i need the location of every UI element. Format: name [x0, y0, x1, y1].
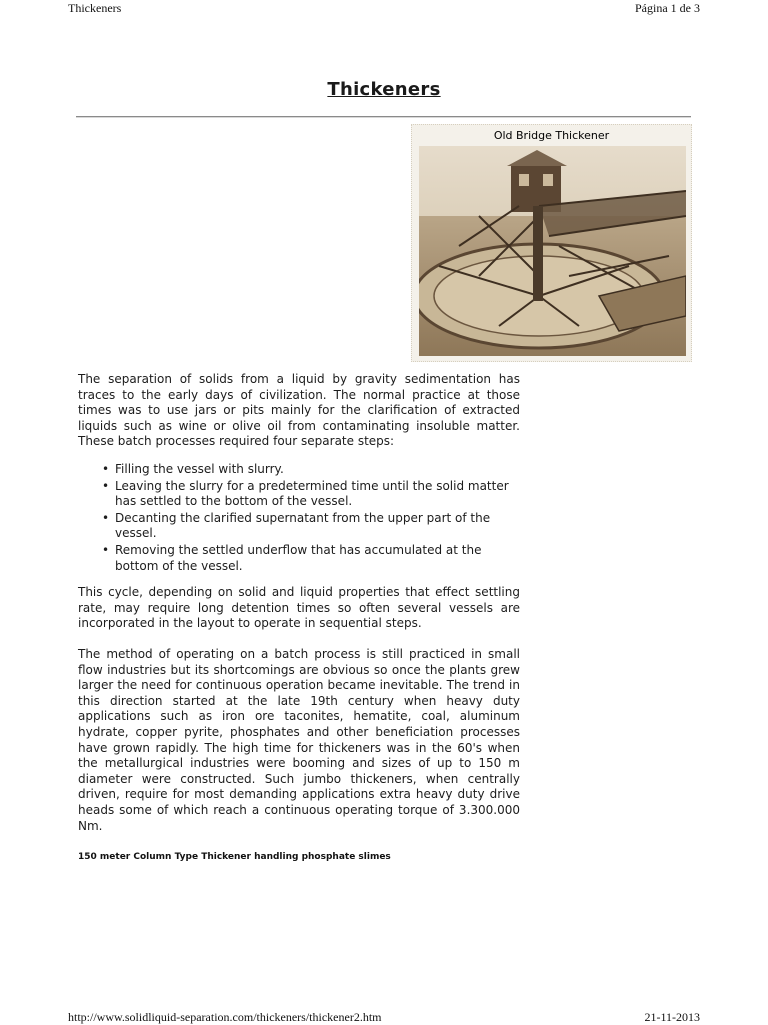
intro-paragraph: The separation of solids from a liquid by gravity sedimentation has traces to the early days of civilization. The normal practice at those times was to use jars or pits mainly for the clarification of extracted liquids such as wine or olive oil from contaminating insoluble matter. These batch processes required four separate steps:	[78, 372, 520, 449]
bullet-icon: •	[102, 510, 110, 525]
figure-caption: 150 meter Column Type Thickener handling phosphate slimes	[78, 852, 391, 862]
list-item-text: Leaving the slurry for a predetermined time until the solid matter has settled to the bottom of the vessel.	[115, 478, 509, 509]
page-title: Thickeners	[327, 79, 441, 100]
header-page-number: Página 1 de 3	[635, 1, 700, 15]
list-item	[100, 511, 520, 542]
old-bridge-thickener-photo	[411, 124, 692, 362]
photo-caption: Old Bridge Thickener	[493, 129, 610, 142]
list-item-text: Decanting the clarified supernatant from the upper part of the vessel.	[115, 510, 491, 541]
footer-date: 21-11-2013	[644, 1010, 700, 1024]
cycle-paragraph: This cycle, depending on solid and liquid properties that effect settling rate, may require long detention times so often several vessels are incorporated in the layout to operate in sequential steps.	[78, 585, 520, 631]
list-item	[100, 479, 520, 510]
batch-steps-list	[100, 462, 520, 575]
bullet-icon: •	[102, 542, 110, 557]
header-document-name: Thickeners	[68, 1, 122, 15]
page-footer	[0, 1009, 768, 1025]
list-item-text: Removing the settled underflow that has accumulated at the bottom of the vessel.	[115, 542, 482, 573]
history-paragraph: The method of operating on a batch process is still practiced in small flow industries but its shortcomings are obvious so once the plants grew larger the need for continuous operation became inevitable. The trend in this direction started at the late 19th century when heavy duty applications such as iron ore taconites, hematite, coal, aluminum hydrate, copper pyrite, phosphates and other beneficiation processes have grown rapidly. The high time for thickeners was in the 60's when the metallurgical industries were booming and sizes of up to 150 m diameter were constructed. Such jumbo thickeners, when centrally driven, require for most demanding applications extra heavy duty drive heads some of which reach a continuous operating torque of 3.300.000 Nm.	[78, 647, 520, 833]
list-item	[100, 543, 520, 574]
bullet-icon: •	[102, 462, 110, 476]
title-divider	[76, 116, 691, 118]
thickener-photo-illustration	[419, 146, 686, 356]
list-item-text: Filling the vessel with slurry.	[115, 462, 284, 476]
page-header	[0, 0, 768, 16]
list-item	[100, 462, 520, 478]
bullet-icon: •	[102, 478, 110, 493]
footer-url: http://www.solidliquid-separation.com/thickeners/thickener2.htm	[68, 1010, 382, 1024]
